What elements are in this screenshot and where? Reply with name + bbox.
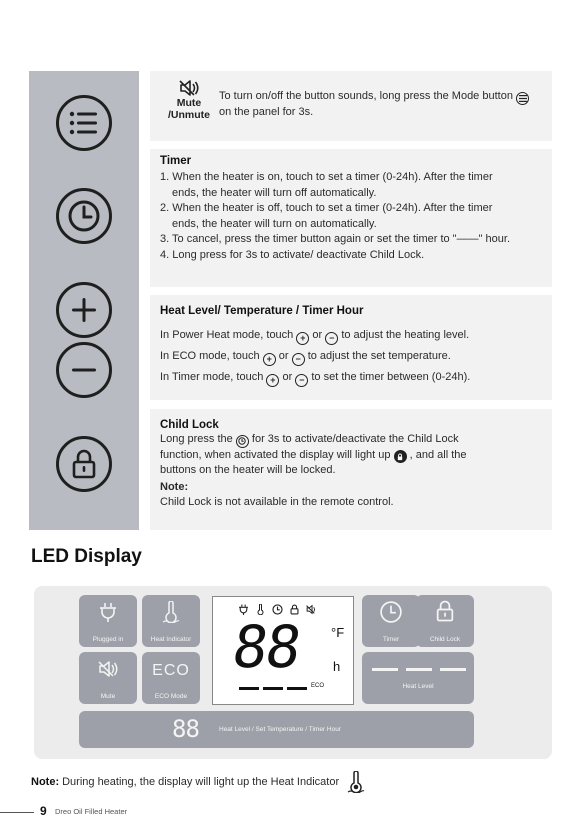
heating-note-text: During heating, the display will light up the Heat Indicator bbox=[62, 776, 340, 788]
timer-tile bbox=[362, 595, 420, 647]
eco-big-label: ECO bbox=[152, 662, 190, 679]
child-lock-label: Child Lock bbox=[429, 636, 461, 643]
unmute-label: /Unmute bbox=[168, 109, 210, 121]
plus-inline-icon: + bbox=[263, 353, 276, 366]
mute-icon bbox=[306, 604, 317, 615]
mute-label: Mute bbox=[176, 97, 202, 109]
footer-rule bbox=[0, 812, 34, 813]
heat-level-label: Heat Level bbox=[402, 683, 434, 690]
plug-icon bbox=[99, 602, 117, 622]
led-display-panel bbox=[34, 586, 552, 759]
timer-icon bbox=[379, 600, 403, 624]
child-lock-panel bbox=[150, 409, 552, 530]
hour-unit: h bbox=[333, 659, 341, 674]
timer-item-4: 4. Long press for 3s to activate/ deactivate Child Lock. bbox=[160, 248, 425, 261]
mode-inline-icon bbox=[516, 92, 529, 105]
heat-line-2: In ECO mode, touch + or − to adjust the set temperature. bbox=[160, 350, 451, 364]
eco-small-label: ECO bbox=[311, 683, 325, 689]
button-icon-column bbox=[29, 71, 139, 530]
heat-indicator-tile bbox=[142, 595, 200, 647]
timer-item-2b: ends, the heater will turn on automatically. bbox=[172, 217, 377, 230]
mode-button-icon bbox=[56, 95, 112, 151]
heat-level-bars bbox=[372, 668, 466, 671]
plus-inline-icon: + bbox=[296, 332, 309, 345]
heating-note-label: Note: bbox=[31, 776, 60, 788]
lock-icon bbox=[434, 599, 456, 623]
mute-icon-group bbox=[164, 80, 214, 121]
speaker-mute-icon bbox=[179, 80, 199, 96]
timer-button-icon bbox=[56, 188, 112, 244]
child-lock-title: Child Lock bbox=[160, 419, 219, 431]
mute-panel bbox=[150, 71, 552, 141]
timer-inline-icon bbox=[236, 435, 249, 448]
bottom-digits: 88 bbox=[172, 715, 199, 743]
bottom-bar-label: Heat Level / Set Temperature / Timer Hour bbox=[219, 726, 341, 733]
timer-item-2a: 2. When the heater is off, touch to set a timer (0-24h). After the timer bbox=[160, 202, 493, 214]
timer-item-1b: ends, the heater will turn off automatically. bbox=[172, 186, 377, 199]
lock-note-label: Note: bbox=[160, 480, 189, 493]
eco-mode-label: ECO Mode bbox=[154, 693, 188, 700]
plus-button-icon bbox=[56, 282, 112, 338]
bottom-bar-tile bbox=[79, 711, 474, 748]
fahrenheit-unit: °F bbox=[331, 625, 345, 640]
heat-level-title: Heat Level/ Temperature / Timer Hour bbox=[160, 305, 364, 317]
child-lock-tile bbox=[416, 595, 474, 647]
plugged-in-label: Plugged in bbox=[92, 636, 124, 643]
eco-tile bbox=[142, 652, 200, 704]
mute-tile bbox=[79, 652, 137, 704]
center-display bbox=[212, 596, 354, 705]
timer-label: Timer bbox=[382, 636, 400, 643]
document-title: Dreo Oil Filled Heater bbox=[55, 807, 128, 816]
mute-label: Mute bbox=[100, 693, 116, 700]
lock-line-1: Long press the for 3s to activate/deactivate the Child Lock bbox=[160, 432, 542, 448]
heat-indicator-label: Heat Indicator bbox=[150, 636, 192, 643]
timer-title: Timer bbox=[160, 155, 192, 167]
center-level-bars bbox=[239, 687, 307, 690]
minus-inline-icon: − bbox=[292, 353, 305, 366]
lock-note-text: Child Lock is not available in the remote control. bbox=[160, 496, 394, 508]
seven-segment-digits: 88 bbox=[228, 613, 304, 681]
timer-item-3: 3. To cancel, press the timer button again or set the timer to "——" hour. bbox=[160, 233, 511, 245]
lock-line-2: function, when activated the display will light up , and all the bbox=[160, 448, 542, 464]
heat-level-tile bbox=[362, 652, 474, 704]
plugged-in-tile bbox=[79, 595, 137, 647]
plus-inline-icon: + bbox=[266, 374, 279, 387]
lock-button-icon bbox=[56, 436, 112, 492]
thermometer-icon bbox=[346, 771, 366, 793]
minus-inline-icon: − bbox=[325, 332, 338, 345]
heating-note bbox=[31, 771, 366, 793]
mute-description: To turn on/off the button sounds, long press the Mode button on the panel for 3s. bbox=[219, 89, 539, 121]
heat-level-panel bbox=[150, 295, 552, 400]
heat-line-3: In Timer mode, touch + or − to set the timer between (0-24h). bbox=[160, 371, 471, 385]
minus-inline-icon: − bbox=[295, 374, 308, 387]
led-display-heading: LED Display bbox=[31, 546, 142, 567]
mute-icon bbox=[98, 661, 118, 677]
timer-item-1a: 1. When the heater is on, touch to set a timer (0-24h). After the timer bbox=[160, 171, 493, 183]
lock-inline-icon bbox=[394, 450, 407, 463]
minus-button-icon bbox=[56, 342, 112, 398]
heat-line-1: In Power Heat mode, touch + or − to adjust the heating level. bbox=[160, 329, 470, 343]
timer-panel bbox=[150, 149, 552, 287]
lock-line-3: buttons on the heater will be locked. bbox=[160, 464, 336, 476]
page-number: 9 bbox=[40, 804, 47, 818]
thermometer-icon bbox=[162, 601, 180, 623]
